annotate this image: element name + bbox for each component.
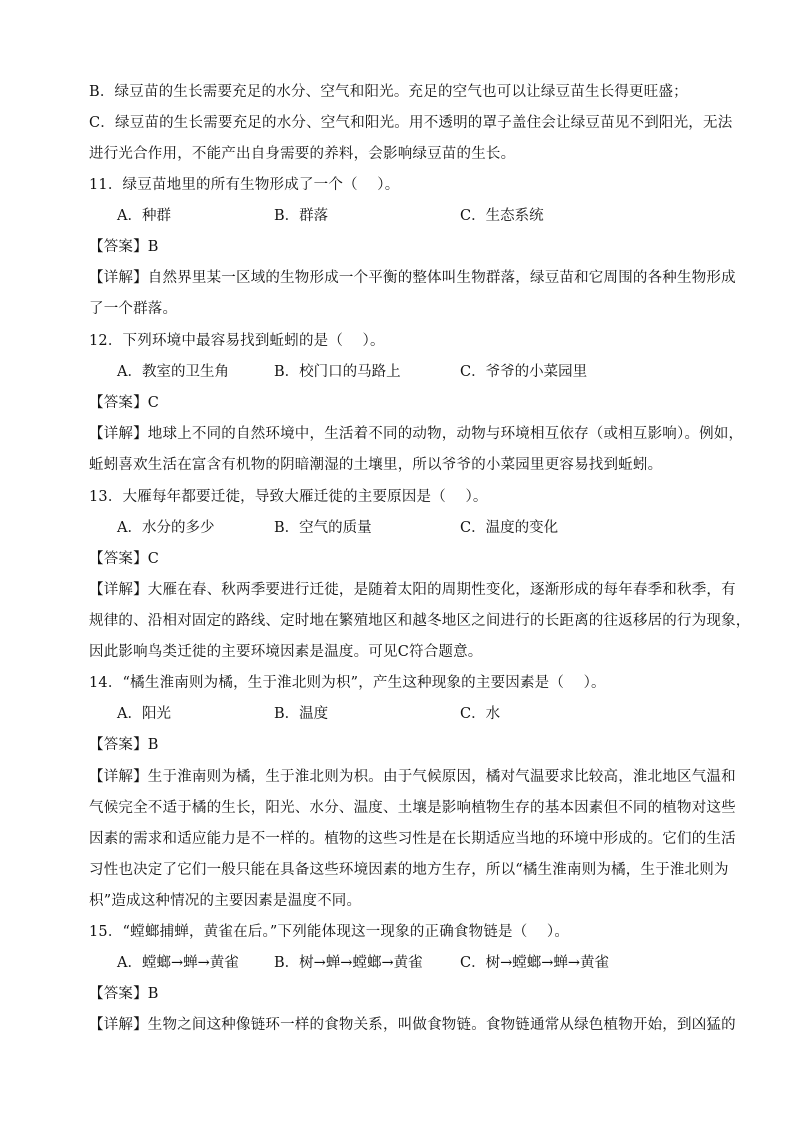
question-stem: 11．绿豆苗地里的所有生物形成了一个（ ）。 [89, 177, 400, 193]
option-b: B．空气的质量 [274, 520, 372, 536]
question-stem: 12．下列环境中最容易找到蚯蚓的是（ ）。 [89, 333, 385, 349]
explanation-line: 蚯蚓喜欢生活在富含有机物的阴暗潮湿的土壤里，所以爷爷的小菜园里更容易找到蚯蚓。 [89, 457, 663, 473]
option-b: B．群落 [274, 208, 329, 224]
answer-label: 【答案】C [89, 551, 160, 567]
answer-label: 【答案】C [89, 395, 160, 411]
answer-label: 【答案】B [89, 986, 159, 1002]
question-stem: 14．“橘生淮南则为橘，生于淮北则为枳”，产生这种现象的主要因素是（ ）。 [89, 675, 606, 691]
question-stem: 13．大雁每年都要迁徙，导致大雁迁徙的主要原因是（ ）。 [89, 489, 488, 505]
answer-label: 【答案】B [89, 737, 159, 753]
explanation-line: 了一个群落。 [89, 301, 178, 317]
explanation-line: 【详解】大雁在春、秋两季要进行迁徙，是随着太阳的周期性变化，逐渐形成的每年春季和秋季，有 [89, 582, 736, 598]
explanation-line: 【详解】生物之间这种像链环一样的食物关系，叫做食物链。食物链通常从绿色植物开始，到凶猛的 [89, 1017, 736, 1033]
option-a: A．螳螂→蝉→黄雀 [117, 955, 239, 971]
explanation-line: 规律的、沿相对固定的路线、定时地在繁殖地区和越冬地区之间进行的长距离的往返移居的行为现象， [89, 613, 751, 629]
option-a: A．阳光 [117, 706, 171, 722]
option-c: C．爷爷的小菜园里 [460, 364, 588, 380]
explanation-line: 习性也决定了它们一般只能在具备这些环境因素的地方生存，所以“橘生淮南则为橘，生于淮北则为 [89, 862, 729, 878]
option-c: C．温度的变化 [460, 520, 559, 536]
explanation-line: 气候完全不适于橘的生长，阳光、水分、温度、土壤是影响植物生存的基本因素但不同的植物对这些 [89, 800, 736, 816]
question-stem: 15．“螳螂捕蝉，黄雀在后。”下列能体现这一现象的正确食物链是（ ）。 [89, 924, 570, 940]
option-a: A．教室的卫生角 [117, 364, 229, 380]
text-line: C．绿豆苗的生长需要充足的水分、空气和阳光。用不透明的罩子盖住会让绿豆苗见不到阳光，无法 [89, 115, 733, 131]
explanation-line: 【详解】地球上不同的自然环境中，生活着不同的动物，动物与环境相互依存（或相互影响）。例如， [89, 426, 744, 442]
option-a: A．种群 [117, 208, 171, 224]
explanation-line: 【详解】自然界里某一区域的生物形成一个平衡的整体叫生物群落，绿豆苗和它周围的各种生物形成 [89, 270, 736, 286]
answer-label: 【答案】B [89, 239, 159, 255]
option-b: B．温度 [274, 706, 329, 722]
option-c: C．树→螳螂→蝉→黄雀 [460, 955, 610, 971]
option-b: B．校门口的马路上 [274, 364, 401, 380]
option-a: A．水分的多少 [117, 520, 215, 536]
explanation-line: 因此影响鸟类迁徙的主要环境因素是温度。可见C符合题意。 [89, 644, 483, 660]
explanation-line: 枳”造成这种情况的主要因素是温度不同。 [89, 893, 362, 909]
option-c: C．生态系统 [460, 208, 544, 224]
text-line: B．绿豆苗的生长需要充足的水分、空气和阳光。充足的空气也可以让绿豆苗生长得更旺盛； [89, 84, 688, 100]
text-line: 进行光合作用，不能产出自身需要的养料，会影响绿豆苗的生长。 [89, 146, 516, 162]
option-b: B．树→蝉→螳螂→黄雀 [274, 955, 423, 971]
explanation-line: 【详解】生于淮南则为橘，生于淮北则为枳。由于气候原因，橘对气温要求比较高，淮北地区气温和 [89, 769, 736, 785]
option-c: C．水 [460, 706, 501, 722]
explanation-line: 因素的需求和适应能力是不一样的。植物的这些习性是在长期适应当地的环境中形成的。它们的生活 [89, 831, 736, 847]
